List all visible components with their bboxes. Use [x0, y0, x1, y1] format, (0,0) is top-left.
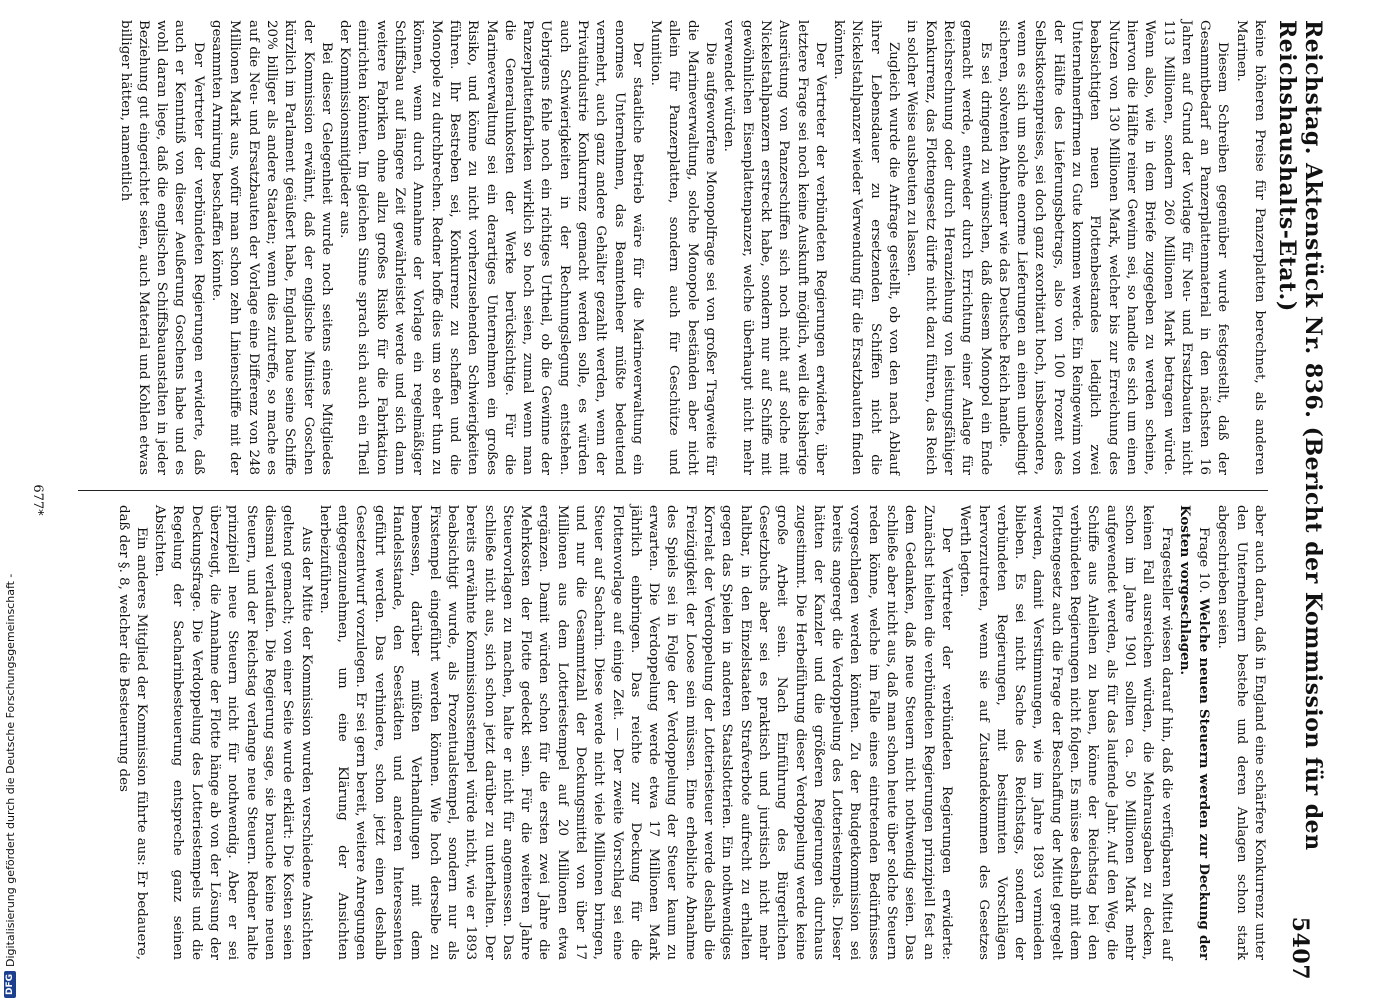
question-heading	[1175, 505, 1214, 960]
column-divider	[78, 490, 1268, 491]
dfg-logo-icon: DFG	[4, 971, 16, 998]
paragraph: Der staatliche Betrieb wäre für die Marineverwaltung ein enormes Unternehmen, das Beamtenheer müßte bedeutend vermehrt, auch ganz andere Gehälter gezahlt werden, wenn der Privatindustrie Konkurrenz gemacht werden solle, es würden auch Schwierigkeiten in der Rechnungslegung entstehen. Uebrigens fehle noch ein richtiges Urtheil, ob die Gewinne der Panzerplattenfabriken wirklich so hoch seien, zumal wenn man die Generalunkosten der Werke berücksichtige. Für die Marineverwaltung sei ein derartiges Unternehmen ein großes Risiko, und könne zu nicht vorherzusehenden Schwierigkeiten führen. Ihr Bestreben sei, Konkurrenz zu schaffen und die Monopole zu durchbrechen. Redner hoffe dies um so eher thun zu können, wenn durch Annahme der Vorlage ein regelmäßiger Schiffsbau auf längere Zeit gewährleistet werde und sich dann weitere Fabriken ohne allzu großes Risiko für die Fabrikation einrichten könnten. Im gleichen Sinne sprach sich auch ein Theil der Kommissionsmitglieder aus.	[337, 20, 645, 475]
paragraph: Fragesteller wiesen darauf hin, daß die verfügbaren Mittel auf keinen Fall ausreichen würden, die Mehrausgaben zu decken, schon im Jahre 1901 sollten ca. 50 Millionen Mark mehr aufgewendet werden, als für das laufende Jahr. Auf den Weg, die Schiffe aus Anleihen zu bauen, könne der Reichstag bei den verbündeten Regierungen nicht folgen. Es müsse deshalb mit dem Flottengesetz auch die Frage der Beschaffung der Mittel geregelt werden, damit Verstimmungen, wie im Jahre 1893 vermieden blieben. Es sei nicht Sache des Reichstags, sondern der verbündeten Regierungen, mit bestimmten Vorschlägen hervorzutreten, wenn sie auf Zustandekommen des Gesetzes Werth legten.	[957, 505, 1174, 960]
header-title: Reichstag. Aktenstück Nr. 836. (Bericht der Kommission für den Reichshaushalts-Etat.)	[1274, 20, 1326, 851]
paragraph: Der Vertreter der verbündeten Regierungen erwiderte, daß auch er Kenntniß von dieser Aeußerung Goschens habe und es wohl daran liege, daß die englischen Schiffsbauanstalten in jeder Beziehung gut eingerichtet seien, auch Material und Kohlen etwas billiger hätten, namentlich	[117, 20, 206, 475]
paragraph: keine höheren Preise für Panzerplatten berechnet, als anderen Marinen.	[1233, 20, 1267, 475]
paragraph: Der Vertreter der verbündeten Regierungen erwiderte: Zunächst hielten die verbündeten Regierungen prinzipiell fest an dem Gedanken, daß neue Steuern nicht nothwendig seien. Das schließe aber nicht aus, daß man schon heute über solche Steuern reden könne, welche im Falle eines eintretenden Bedürfnisses vorgeschlagen werden könnten. Zu der Budgetkommission sei bereits angeregt die Verdoppelung des Lotteriestempels. Dieser hätten der Kanzler und die größeren Regierungen durchaus zugestimmt. Die Herbeiführung dieser Verdoppelung werde keine große Arbeit sein. Nach Einführung des Bürgerlichen Gesetzbuchs aber sei es praktisch und juristisch nicht mehr haltbar, in den Einzelstaaten Strafverbote aufrecht zu erhalten gegen das Spielen in anderen Staatslotterien. Ein nothwendiges Korrelat der Verdoppelung der Lotteriesteuer werde deshalb die Freizügigkeit der Loose sein müssen. Eine erhebliche Abnahme des Spiels sei in Folge der Verdoppelung der Steuer kaum zu erwarten. Die Verdoppelung werde etwa 17 Millionen Mark jährlich einbringen. Das reichte zur Deckung für die Flottenvorlage auf einige Zeit. — Der zweite Vorschlag sei eine Steuer auf Sacharin. Diese werde nicht viele Millionen bringen, und nur die Gesammtzahl der Deckungsmittel von über 17 Millionen aus dem Lotteriestempel auf 20 Millionen etwa ergänzen. Damit würden schon für die ersten zwei Jahre die Mehrkosten der Flotte gedeckt sein. Für die weiteren Jahre Steuervorlagen zu machen, halte er nicht für angemessen. Das schließe nicht aus, sich schon jetzt darüber zu unterhalten. Der bereits erwähnte Kommissionsstempel würde nicht, wie er 1893 beabsichtigt wurde, als Prozentualstempel, sondern nur als Fixstempel eingeführt werden können. Wie hoch derselbe zu bemessen, darüber müßten Verhandlungen mit dem Handelsstande, den Seestädten und anderen Interessenten geführt werden. Das verhindere, schon jetzt einen deshalb Gesetzentwurf vorzulegen. Er sei gern bereit, weitere Anregungen entgegenzunehmen, um eine Klärung der Ansichten herbeizuführen.	[316, 505, 954, 960]
paragraph: Ein anderes Mitglied der Kommission führte aus: Er bedauere, daß der §. 8, welcher die Besteuerung des	[115, 505, 149, 960]
paragraph: Bei dieser Gelegenheit wurde noch seitens eines Mitgliedes der Kommission erwähnt, daß der englische Minister Goschen kürzlich im Parlament geäußert habe, England baue seine Schiffe 20% billiger als andere Staaten; wenn dies zutreffe, so mache es auf die Neu- und Ersatzbauten der Vorlage eine Differenz von 248 Millionen Mark aus, wofür man schon zehn Linienschiffe mit der gesammten Armirung beschaffen könnte.	[209, 20, 334, 475]
paragraph: Der Vertreter der verbündeten Regierungen erwiderte, über letztere Frage sei noch keine Auskunft möglich, weil die bisherige Ausrüstung von Panzerschiffen sich noch nicht auf solche mit Nickelstahlpanzern erstreckt habe, sondern nur auf Schiffe mit gewöhnlichen Eisenplattenpanzer, welche überhaupt nicht mehr verwendet würden.	[721, 20, 828, 475]
credit-text: Digitalisierung gefördert durch die Deutsche Forschungsgemeinschaft -	[3, 573, 17, 967]
right-column	[38, 505, 1268, 960]
paragraph: aber auch daran, daß in England eine schärfere Konkurrenz unter den Unternehmern bestehe und deren Anlagen schon stark abgeschrieben seien.	[1215, 505, 1267, 960]
digitization-credit	[2, 573, 18, 998]
question-number: Frage 10.	[1196, 527, 1212, 594]
left-column	[38, 20, 1268, 475]
page-header	[1274, 20, 1326, 980]
paragraph: Diesem Schreiben gegenüber wurde festgestellt, daß der Gesammtbedarf an Panzerplattenmaterial in den nächsten 16 Jahren auf Grund der Vorlage für Neu- und Ersatzbauten nicht 113 Millionen, sondern 260 Millionen Mark betragen würde. Wenn also, wie in dem Briefe zugegeben zu werden scheine, hiervon die Hälfte reiner Gewinn sei, so handle es sich um einen Nutzen von 130 Millionen Mark, welcher bis zur Erreichung des beabsichtigten neuen Flottenbestandes lediglich zwei Unternehmerfirmen zu Gute kommen werde. Ein Reingewinn von der Hälfte des Lieferungsbetrags, also von 100 Prozent des Selbstkostenpreises, sei doch ganz exorbitant hoch, insbesondere, wenn es sich um solche enorme Lieferungen an einen unbedingt sicheren, solventen Abnehmer wie das Deutsche Reich handle.	[995, 20, 1231, 475]
paragraph: Es sei dringend zu wünschen, daß diesem Monopol ein Ende gemacht werde, entweder durch Errichtung einer Anlage für Reichsrechnung oder durch Heranziehung von leistungsfähiger Konkurrenz, das Flottengesetz dürfe nicht dazu führen, das Reich in solcher Weise ausbeuten zu lassen.	[904, 20, 993, 475]
footer-mark: 677*	[30, 484, 45, 516]
paragraph: Die aufgeworfene Monopolfrage sei von großer Tragweite für die Marineverwaltung, solche Monopole beständen aber nicht allein für Panzerplatten, sondern auch für Geschütze und Munition.	[648, 20, 719, 475]
document-page	[20, 20, 1326, 980]
paragraph: Zugleich wurde die Anfrage gestellt, ob von den nach Ablauf ihrer Lebensdauer zu ersetzenden Schiffen nicht die Nickelstahlpanzer wieder Verwendung für die Ersatzbauten finden könnten.	[831, 20, 902, 475]
page-number: 5407	[1287, 916, 1313, 980]
question-text: Welche neuen Steuern werden zur Deckung der Kosten vorgeschlagen.	[1176, 505, 1213, 960]
paragraph: Aus der Mitte der Kommission wurden verschiedene Ansichten geltend gemacht; von einer Seite wurde erklärt: Die Kosten seien diesmal verlaufen. Die Regierung sage, sie brauche keine neuen Steuern, und der Reichstag verlange neue Steuern. Redner halte prinzipiell neue Steuern nicht für nothwendig. Aber er sei überzeugt, die Annahme der Flotte hänge ab von der Lösung der Deckungsfrage. Die Verdoppelung des Lotteriestempels und die Regelung der Sacharinbesteuerung entspreche ganz seinen Absichten.	[152, 505, 314, 960]
